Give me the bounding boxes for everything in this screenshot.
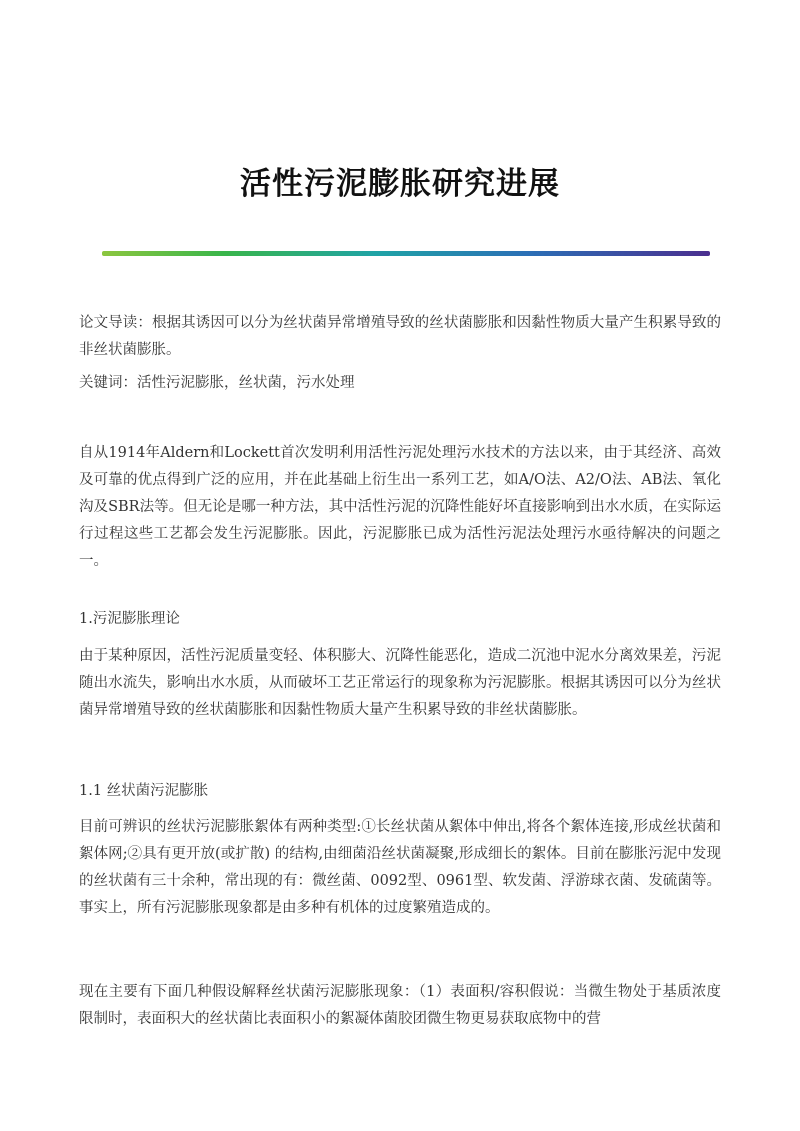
hypothesis-paragraph: 现在主要有下面几种假设解释丝状菌污泥膨胀现象：（1）表面积/容积假说：当微生物处于基质浓度限制时，表面积大的丝状菌比表面积小的絮凝体菌胶团微生物更易获取底物中的营 <box>79 984 721 1027</box>
section-1-1-heading: 1.1 丝状菌污泥膨胀 <box>79 783 209 799</box>
section-1-heading: 1.污泥膨胀理论 <box>79 611 180 627</box>
section-1-paragraph: 由于某种原因，活性污泥质量变轻、体积膨大、沉降性能恶化，造成二沉池中泥水分离效果差，污泥随出水流失，影响出水水质，从而破坏工艺正常运行的现象称为污泥膨胀。根据其诱因可以分为丝状菌异常增殖导致的丝状菌膨胀和因黏性物质大量产生积累导致的非丝状菌膨胀。 <box>79 648 721 718</box>
intro-paragraph: 自从1914年Aldern和Lockett首次发明利用活性污泥处理污水技术的方法以来，由于其经济、高效及可靠的优点得到广泛的应用，并在此基础上衍生出一系列工艺，如A/O法、A2/O法、AB法、氧化沟及SBR法等。但无论是哪一种方法，其中活性污泥的沉降性能好坏直接影响到出水水质，在实际运行过程这些工艺都会发生污泥膨胀。因此，污泥膨胀已成为活性污泥法处理污水亟待解决的问题之一。 <box>79 445 721 569</box>
abstract-paragraph: 论文导读：根据其诱因可以分为丝状菌异常增殖导致的丝状菌膨胀和因黏性物质大量产生积累导致的非丝状菌膨胀。 <box>79 315 721 358</box>
section-1-1-paragraph: 目前可辨识的丝状污泥膨胀絮体有两种类型:①长丝状菌从絮体中伸出,将各个絮体连接,形成丝状菌和絮体网;②具有更开放(或扩散) 的结构,由细菌沿丝状菌凝聚,形成细长的絮体。目前在膨胀污泥中发现的丝状菌有三十余种，常出现的有：微丝菌、0092型、0961型、软发菌、浮游球衣菌、发硫菌等。事实上，所有污泥膨胀现象都是由多种有机体的过度繁殖造成的。 <box>79 819 721 916</box>
keywords-line: 关键词：活性污泥膨胀，丝状菌，污水处理 <box>79 375 355 391</box>
title-divider <box>102 251 710 256</box>
document-title: 活性污泥膨胀研究进展 <box>240 166 560 202</box>
